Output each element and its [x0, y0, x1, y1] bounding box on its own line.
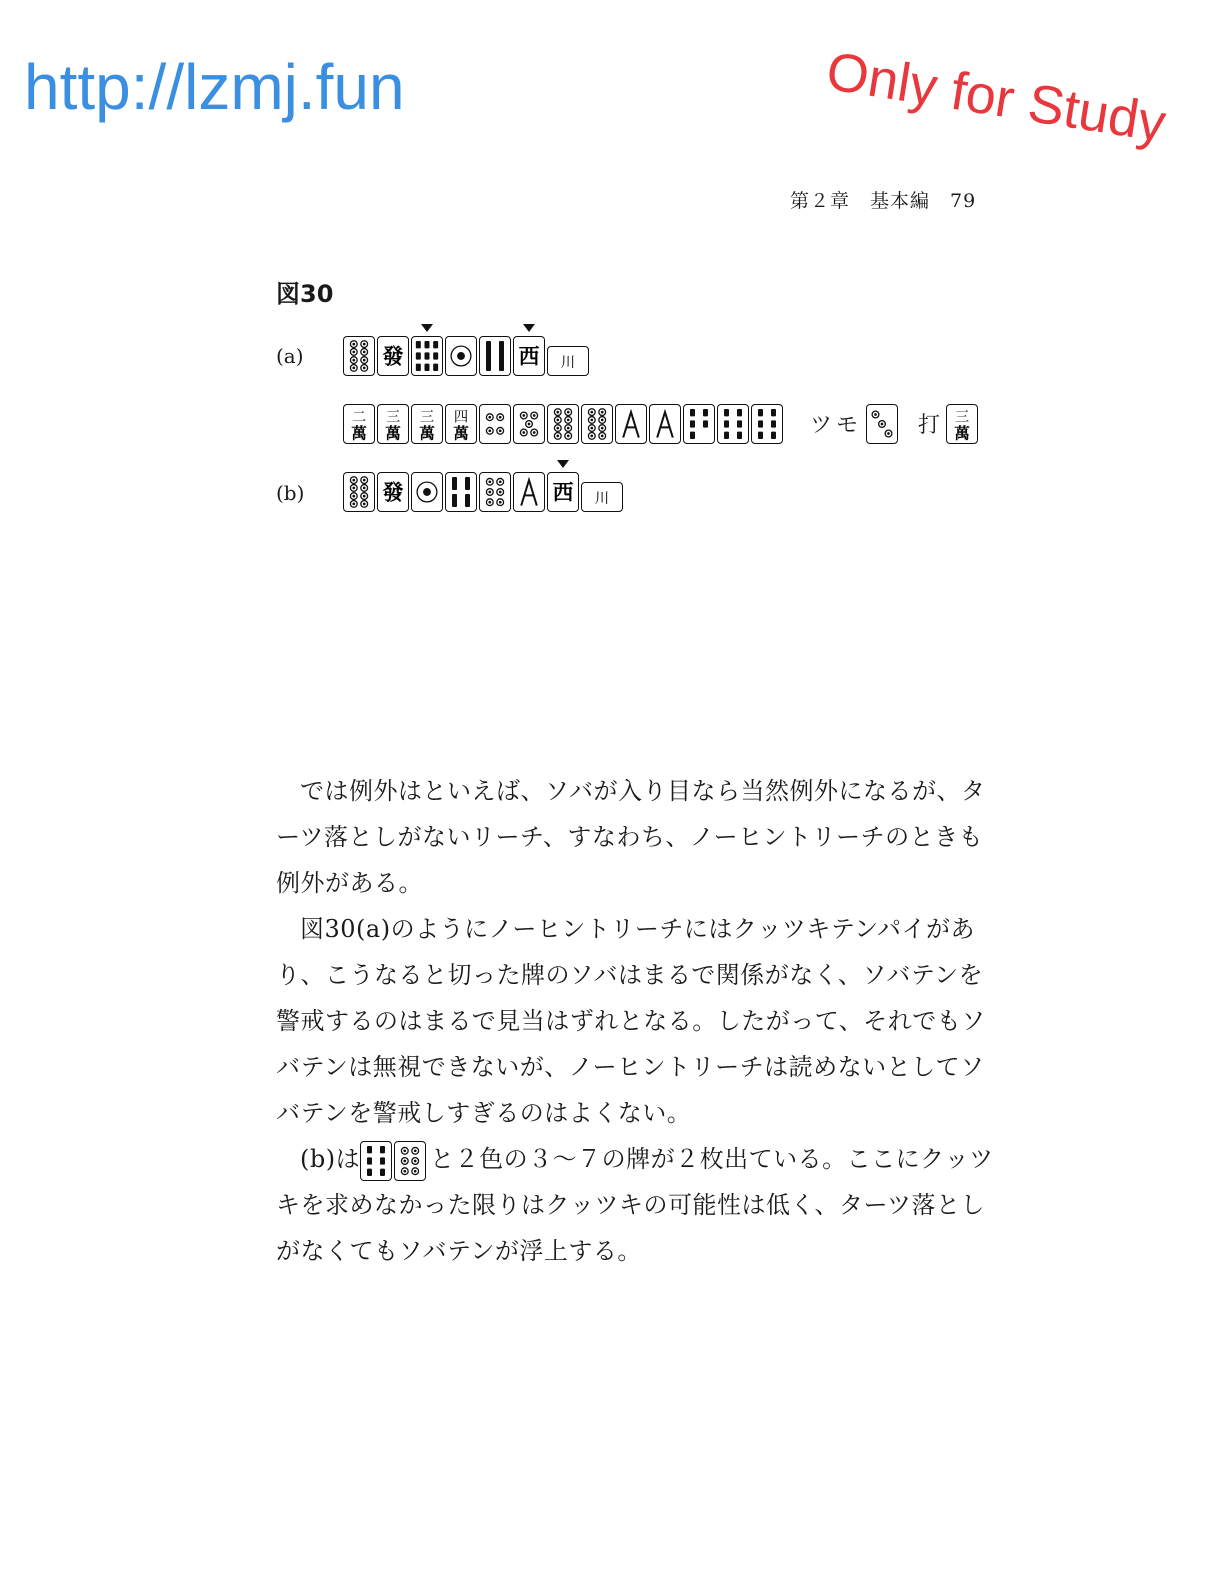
- discard-b-tile: [581, 482, 623, 512]
- discard-a-tile: [377, 336, 409, 376]
- discard-a-tile: [411, 336, 443, 376]
- watermark-url: http://lzmj.fun: [24, 51, 405, 123]
- hand-a-tile: [343, 404, 375, 444]
- hand-a-tile: [479, 404, 511, 444]
- discard-b-tile: [445, 472, 477, 512]
- discard-b-tile: [377, 472, 409, 512]
- discard-a-tile: [479, 336, 511, 376]
- hand-a-tile: [377, 404, 409, 444]
- riichi-marker-icon: [557, 460, 569, 468]
- inline-tile: [394, 1141, 426, 1181]
- svg-text:三: 三: [385, 409, 401, 426]
- paragraph-2: 図30(a)のようにノーヒントリーチにはクッツキテンパイがあり、こうなると切った牌のソバはまるで関係がなく、ソバテンを警戒するのはまるで見当はずれとなる。したがって、それでもソバテンは無視できないが、ノーヒントリーチは読めないとしてソバテンを警戒しすぎるのはよくない。: [276, 915, 986, 1127]
- hand-a-tile: [751, 404, 783, 444]
- running-head: 第２章 基本編 79: [790, 190, 977, 212]
- svg-text:萬: 萬: [453, 423, 469, 441]
- hand-a-tile: [513, 404, 545, 444]
- discard-label: 打: [918, 413, 945, 438]
- svg-text:二: 二: [351, 409, 367, 426]
- svg-text:西: 西: [518, 343, 540, 369]
- svg-text:萬: 萬: [351, 423, 367, 441]
- hand-a-tile: [615, 404, 647, 444]
- discard-b-tile: [513, 472, 545, 512]
- hand-a-tile: [717, 404, 749, 444]
- svg-text:萬: 萬: [385, 423, 401, 441]
- svg-text:萬: 萬: [419, 423, 435, 441]
- svg-text:發: 發: [382, 343, 404, 369]
- svg-text:三: 三: [419, 409, 435, 426]
- riichi-marker-icon: [421, 324, 433, 332]
- discard-a-tile: [547, 346, 589, 376]
- tsumo-tile: [866, 404, 898, 444]
- svg-text:萬: 萬: [954, 423, 970, 441]
- riichi-marker-icon: [523, 324, 535, 332]
- discard-tile: [946, 404, 978, 444]
- figure-title: 図30: [276, 280, 334, 308]
- svg-text:川: 川: [560, 355, 576, 371]
- hand-a-tile: [581, 404, 613, 444]
- svg-text:發: 發: [382, 479, 404, 505]
- hand-a-tile: [649, 404, 681, 444]
- watermark-study: Only for Study: [822, 40, 1170, 154]
- discard-b-tile: [343, 472, 375, 512]
- svg-text:川: 川: [594, 491, 610, 507]
- tsumo-label: ツモ: [810, 413, 863, 438]
- body-text: [276, 768, 996, 1274]
- discard-a-tile: [513, 336, 545, 376]
- paragraph-3-lead: (b)は: [300, 1145, 361, 1173]
- inline-tile: [360, 1141, 392, 1181]
- svg-text:西: 西: [552, 479, 574, 505]
- paragraph-3: [276, 1136, 996, 1274]
- hand-a-tile: [445, 404, 477, 444]
- svg-text:四: 四: [453, 409, 469, 426]
- inline-tiles: [360, 1141, 430, 1181]
- row-b-label: (b): [276, 481, 305, 505]
- discard-b-tile: [411, 472, 443, 512]
- discard-a-tile: [445, 336, 477, 376]
- discard-b-tile: [547, 472, 579, 512]
- paragraph-1: では例外はといえば、ソバが入り目なら当然例外になるが、ターツ落としがないリーチ、すなわち、ノーヒントリーチのときも例外がある。: [276, 777, 986, 897]
- hand-a-tile: [411, 404, 443, 444]
- discard-b-tile: [479, 472, 511, 512]
- hand-a-tile: [683, 404, 715, 444]
- svg-text:三: 三: [954, 409, 970, 426]
- discard-a-tile: [343, 336, 375, 376]
- row-a-label: (a): [276, 344, 304, 368]
- hand-a-tile: [547, 404, 579, 444]
- paragraph-3-rest: と２色の３〜７の牌が２枚出ている。ここにクッツキを求めなかった限りはクッツキの可能性は低く、ターツ落としがなくてもソバテンが浮上する。: [276, 1145, 994, 1265]
